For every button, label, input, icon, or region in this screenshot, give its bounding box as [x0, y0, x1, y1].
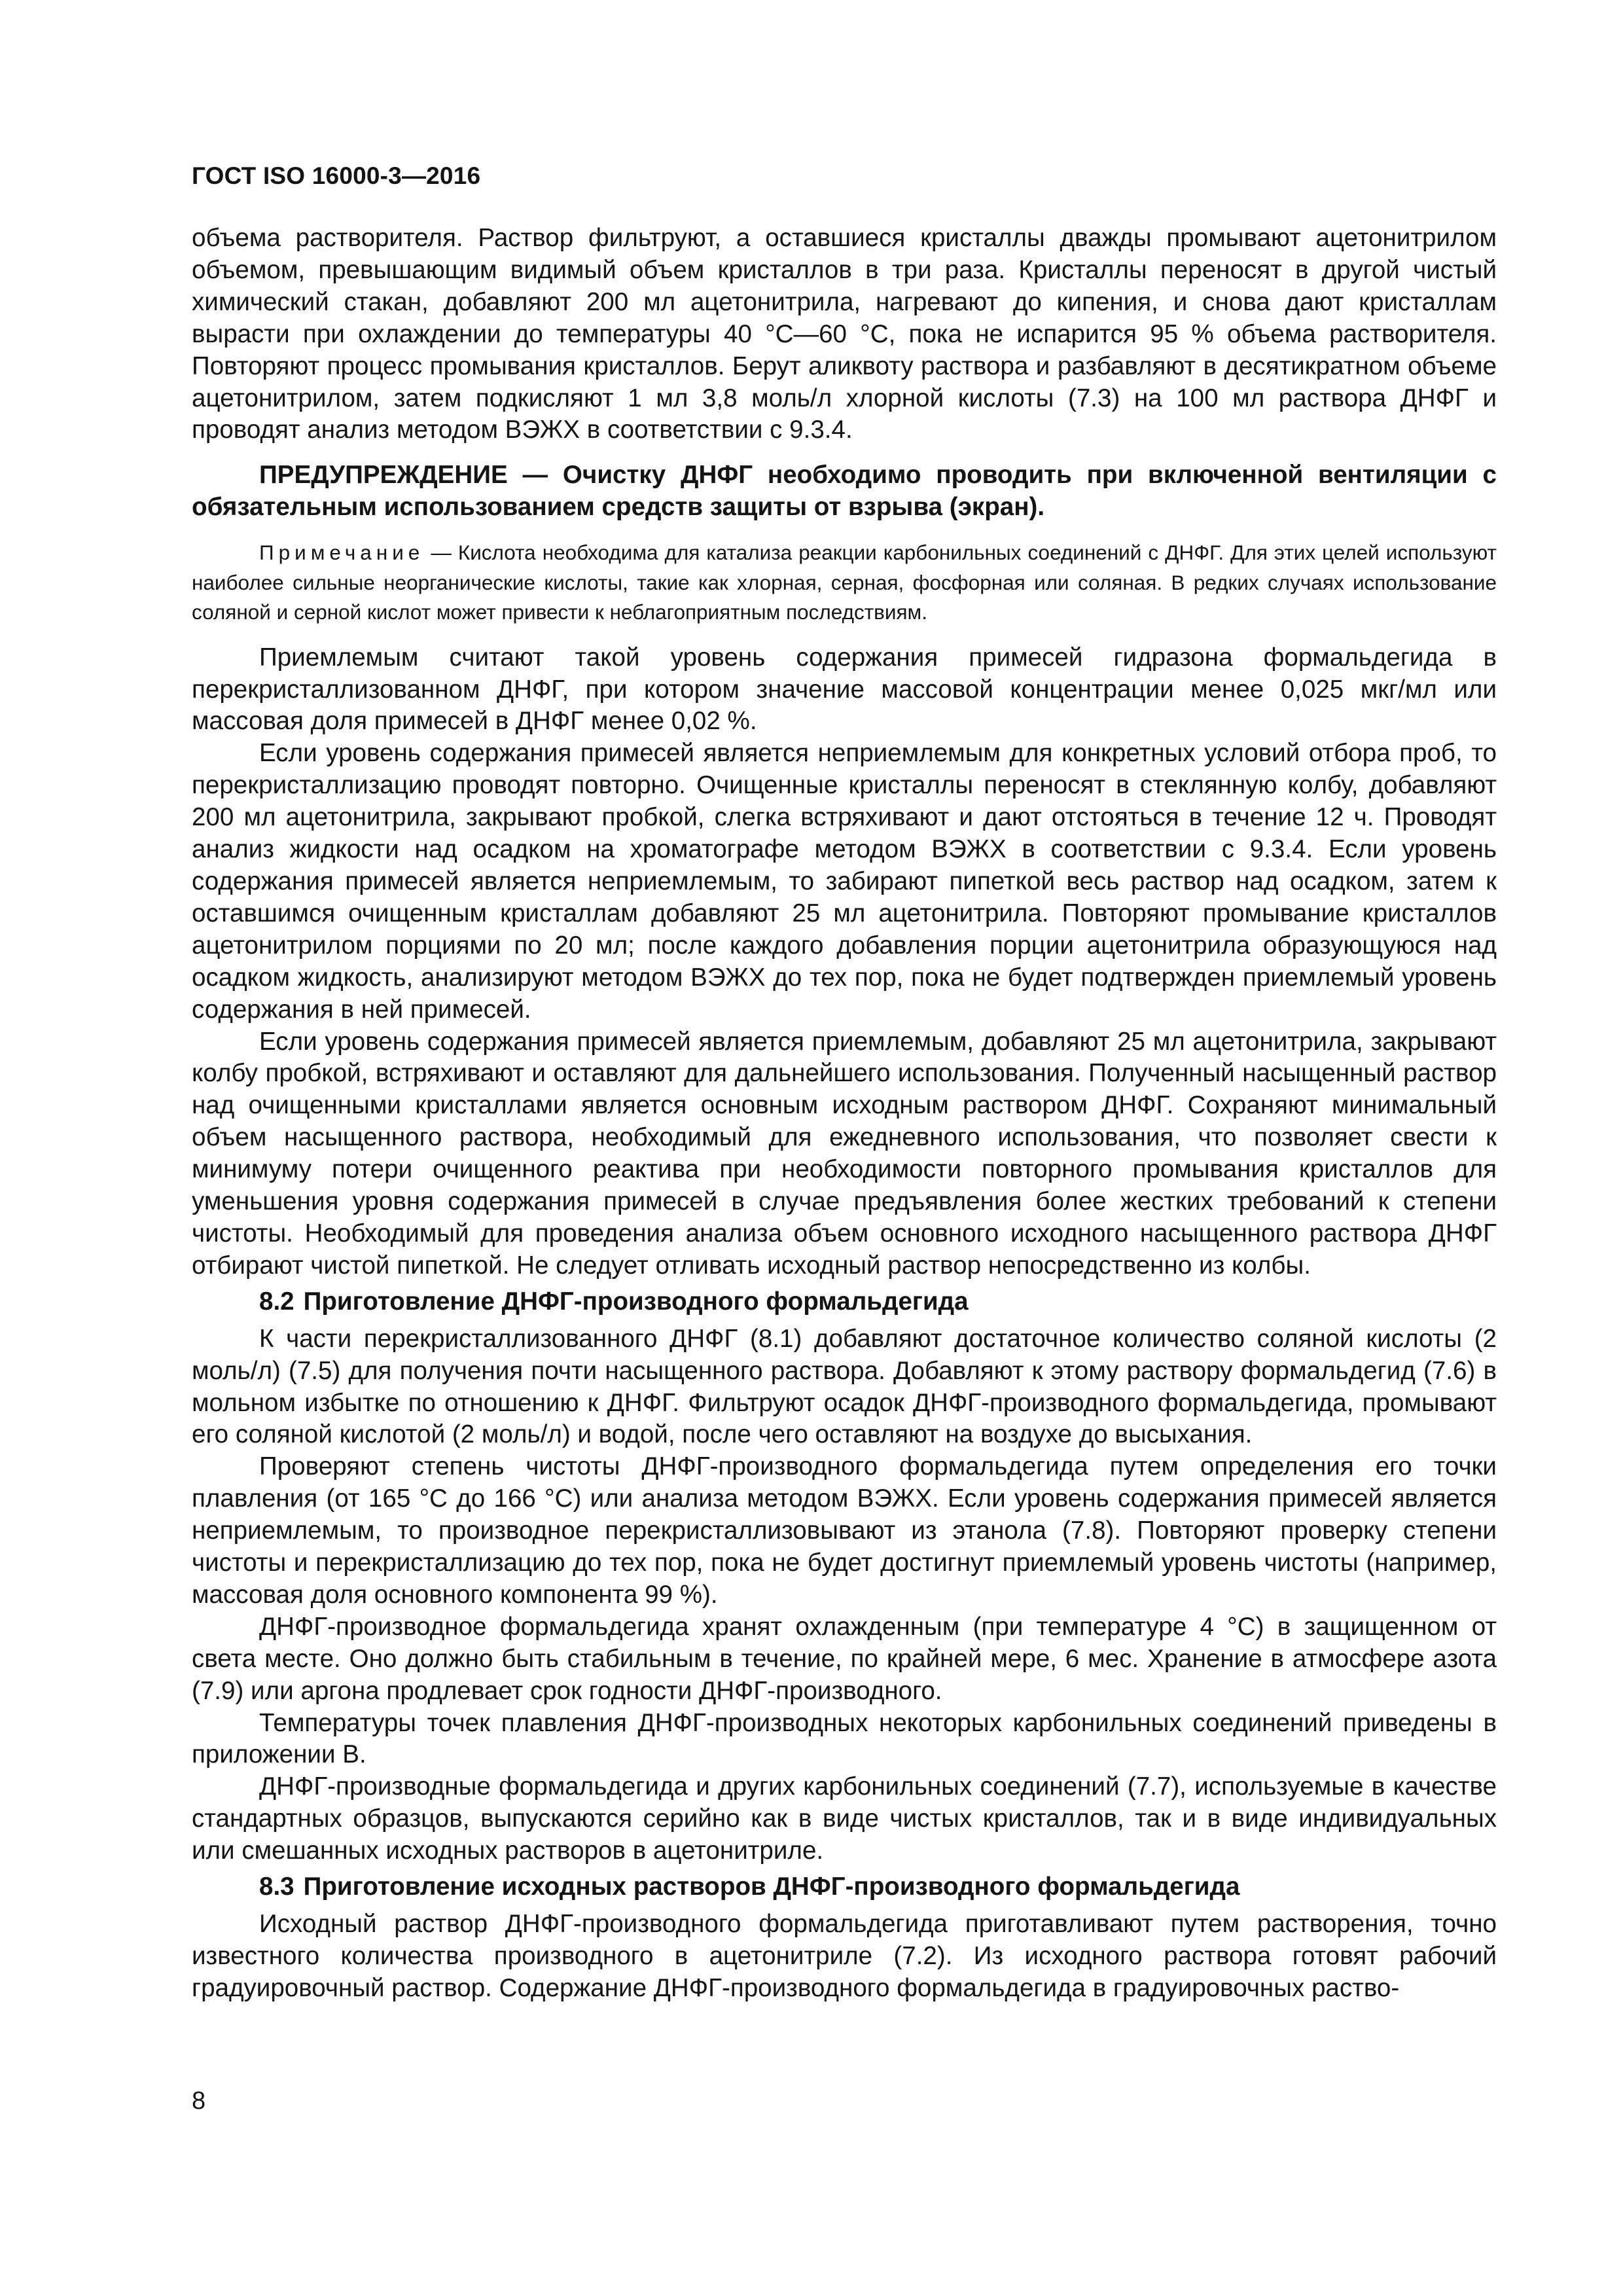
paragraph-acceptable-level: Приемлемым считают такой уровень содержания примесей гидразона формальдегида в перекристаллизованном ДНФГ, при котором значение массовой концентрации менее 0,025 мкг/мл или массовая доля примесей в ДНФГ менее 0,02 %. [192, 643, 1497, 736]
section-title: Приготовление исходных растворов ДНФГ-производного формальдегида [303, 1873, 1240, 1901]
document-body [192, 223, 1497, 2005]
paragraph-continuation: объема растворителя. Раствор фильтруют, а оставшиеся кристаллы дважды промывают ацетонитрилом объемом, превышающим видимый объем кристаллов в три раза. Кристаллы переносят в другой чистый химический стакан, добавляют 200 мл ацетонитрила, нагревают до кипения, и снова дают кристаллам вырасти при охлаждении до температуры 40 °С—60 °С, пока не испарится 95 % объема растворителя. Повторяют процесс промывания кристаллов. Берут аликвоту раствора и разбавляют в десятикратном объеме ацетонитрилом, затем подкисляют 1 мл 3,8 моль/л хлорной кислоты (7.3) на 100 мл раствора ДНФГ и проводят анализ методом ВЭЖХ в соответствии с 9.3.4. [192, 224, 1497, 444]
note-text: — Кислота необходима для катализа реакции карбонильных соединений с ДНФГ. Для этих целей используют наиболее сильные неорганические кислоты, такие как хлорная, серная, фосфорная или соляная. В редких случаях использование соляной и серной кислот может привести к неблагоприятным последствиям. [192, 541, 1497, 624]
paragraph-8-2-standards: ДНФГ-производные формальдегида и других карбонильных соединений (7.7), используемые в качестве стандартных образцов, выпускаются серийно как в виде чистых кристаллов, так и в виде индивидуальных или смешанных исходных растворов в ацетонитриле. [192, 1772, 1497, 1865]
note-paragraph [192, 538, 1497, 628]
paragraph-stock-solution: Если уровень содержания примесей является приемлемым, добавляют 25 мл ацетонитрила, закрывают колбу пробкой, встряхивают и оставляют для дальнейшего использования. Полученный насыщенный раствор над очищенными кристаллами является основным исходным раствором ДНФГ. Сохраняют минимальный объем насыщенного раствора, необходимый для ежедневного использования, что позволяет свести к минимуму потери очищенного реактива при необходимости повторного промывания кристаллов для уменьшения уровня содержания примесей в случае предъявления более жестких требований к степени чистоты. Необходимый для проведения анализа объем основного исходного насыщенного раствора ДНФГ отбирают чистой пипеткой. Не следует отливать исходный раствор непосредственно из колбы. [192, 1027, 1497, 1280]
page-number: 8 [192, 2087, 206, 2115]
paragraph-8-2-purity: Проверяют степень чистоты ДНФГ-производного формальдегида путем определения его точки плавления (от 165 °С до 166 °С) или анализа методом ВЭЖХ. Если уровень содержания примесей является неприемлемым, то производное перекристаллизовывают из этанола (7.8). Повторяют проверку степени чистоты и перекристаллизацию до тех пор, пока не будет достигнут приемлемый уровень чистоты (например, массовая доля основного компонента 99 %). [192, 1452, 1497, 1609]
section-number: 8.2 [259, 1287, 294, 1316]
section-title: Приготовление ДНФГ-производного формальдегида [303, 1287, 969, 1316]
paragraph-8-2-storage: ДНФГ-производное формальдегида хранят охлажденным (при температуре 4 °С) в защищенном от света месте. Оно должно быть стабильным в течение, по крайней мере, 6 мес. Хранение в атмосфере азота (7.9) или аргона продлевает срок годности ДНФГ-производного. [192, 1612, 1497, 1705]
paragraph-recrystallization: Если уровень содержания примесей является неприемлемым для конкретных условий отбора проб, то перекристаллизацию проводят повторно. Очищенные кристаллы переносят в стеклянную колбу, добавляют 200 мл ацетонитрила, закрывают пробкой, слегка встряхивают и дают отстояться в течение 12 ч. Проводят анализ жидкости над осадком на хроматографе методом ВЭЖХ в соответствии с 9.3.4. Если уровень содержания примесей является неприемлемым, то забирают пипеткой весь раствор над осадком, затем к оставшимся очищенным кристаллам добавляют 25 мл ацетонитрила. Повторяют промывание кристаллов ацетонитрилом порциями по 20 мл; после каждого добавления порции ацетонитрила образующуюся над осадком жидкость, анализируют методом ВЭЖХ до тех пор, пока не будет подтвержден приемлемый уровень содержания в ней примесей. [192, 739, 1497, 1024]
note-label: Примечание [259, 541, 425, 565]
section-heading-8-2 [192, 1286, 1497, 1318]
section-number: 8.3 [259, 1873, 294, 1901]
warning-paragraph: ПРЕДУПРЕЖДЕНИЕ — Очистку ДНФГ необходимо проводить при включенной вентиляции с обязательным использованием средств защиты от взрыва (экран). [192, 461, 1497, 522]
section-heading-8-3 [192, 1871, 1497, 1903]
paragraph-8-2-melting-points: Температуры точек плавления ДНФГ-производных некоторых карбонильных соединений приведены в приложении В. [192, 1708, 1497, 1769]
paragraph-8-3-stock-solution: Исходный раствор ДНФГ-производного формальдегида приготавливают путем растворения, точно известного количества производного в ацетонитриле (7.2). Из исходного раствора готовят рабочий градуировочный раствор. Содержание ДНФГ-производного формальдегида в градуировочных раство- [192, 1910, 1497, 2002]
document-header: ГОСТ ISO 16000-3—2016 [192, 162, 481, 189]
paragraph-8-2-preparation: К части перекристаллизованного ДНФГ (8.1) добавляют достаточное количество соляной кислоты (2 моль/л) (7.5) для получения почти насыщенного раствора. Добавляют к этому раствору формальдегид (7.6) в мольном избытке по отношению к ДНФГ. Фильтруют осадок ДНФГ-производного формальдегида, промывают его соляной кислотой (2 моль/л) и водой, после чего оставляют на воздухе до высыхания. [192, 1324, 1497, 1449]
